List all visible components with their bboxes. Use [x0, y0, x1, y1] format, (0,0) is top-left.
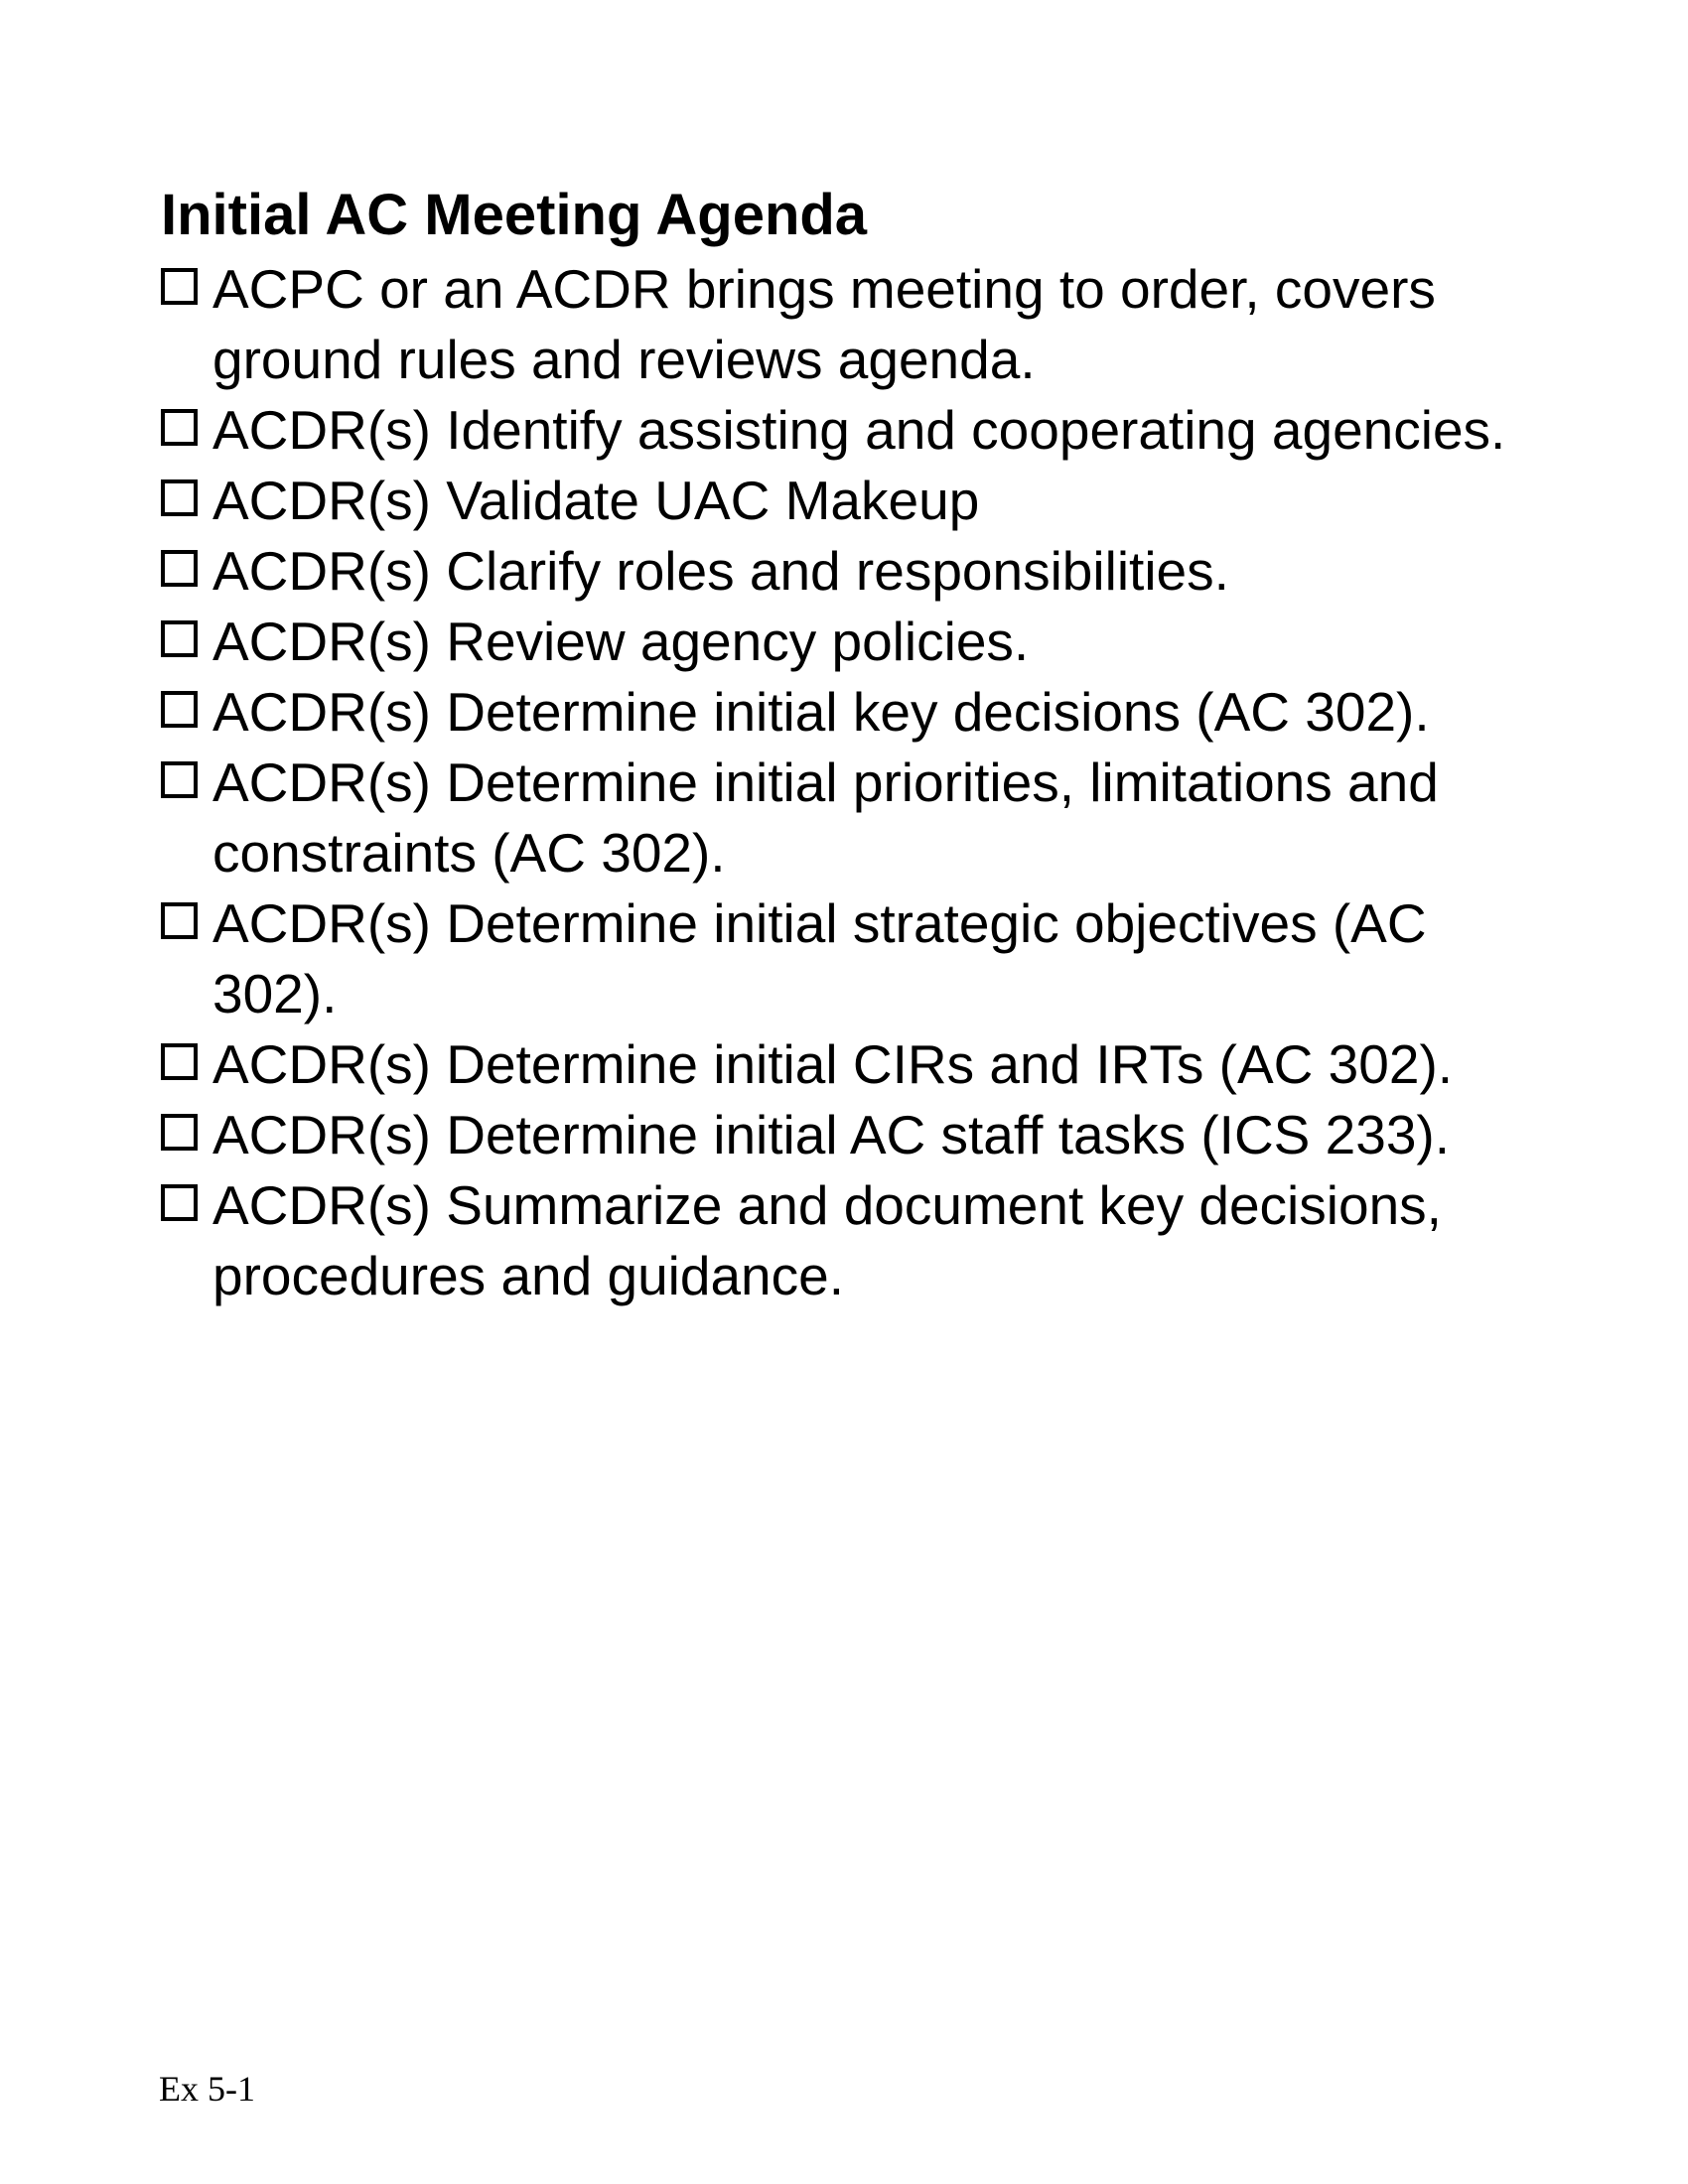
checklist-item — [161, 1100, 1535, 1170]
checklist-item-text: ACDR(s) Validate UAC Makeup — [212, 470, 980, 531]
checklist-item-text: ACDR(s) Determine initial AC staff tasks (ICS 233). — [212, 1104, 1451, 1165]
document-content — [161, 180, 1535, 1311]
checklist-item-text: ACDR(s) Identify assisting and cooperating agencies. — [212, 399, 1506, 461]
checklist-item-text: ACPC or an ACDR brings meeting to order, covers ground rules and reviews agenda. — [212, 258, 1436, 390]
exhibit-number: Ex 5-1 — [159, 2069, 255, 2109]
checklist-item — [161, 888, 1535, 1029]
empty-checkbox-icon — [161, 1043, 198, 1080]
checklist-item — [161, 1170, 1535, 1311]
checklist-item-text: ACDR(s) Determine initial strategic objectives (AC 302). — [212, 892, 1427, 1024]
checklist-item — [161, 254, 1535, 395]
empty-checkbox-icon — [161, 479, 198, 516]
empty-checkbox-icon — [161, 691, 198, 728]
empty-checkbox-icon — [161, 550, 198, 587]
empty-checkbox-icon — [161, 620, 198, 657]
checklist-item-text: ACDR(s) Determine initial CIRs and IRTs (AC 302). — [212, 1033, 1454, 1095]
agenda-checklist — [161, 254, 1535, 1311]
checklist-item — [161, 536, 1535, 607]
checklist-item-text: ACDR(s) Summarize and document key decisions, procedures and guidance. — [212, 1174, 1442, 1306]
checklist-item — [161, 748, 1535, 888]
checklist-item-text: ACDR(s) Determine initial key decisions (AC 302). — [212, 681, 1430, 743]
empty-checkbox-icon — [161, 268, 198, 305]
checklist-item — [161, 466, 1535, 536]
page-title: Initial AC Meeting Agenda — [161, 183, 868, 247]
checklist-item — [161, 1029, 1535, 1100]
checklist-item-text: ACDR(s) Determine initial priorities, limitations and constraints (AC 302). — [212, 751, 1439, 884]
empty-checkbox-icon — [161, 1114, 198, 1151]
empty-checkbox-icon — [161, 409, 198, 446]
checklist-item-text: ACDR(s) Clarify roles and responsibilities. — [212, 540, 1229, 602]
empty-checkbox-icon — [161, 902, 198, 939]
checklist-item-text: ACDR(s) Review agency policies. — [212, 611, 1030, 672]
empty-checkbox-icon — [161, 761, 198, 798]
empty-checkbox-icon — [161, 1184, 198, 1221]
checklist-item — [161, 677, 1535, 748]
checklist-item — [161, 607, 1535, 677]
checklist-item — [161, 395, 1535, 466]
